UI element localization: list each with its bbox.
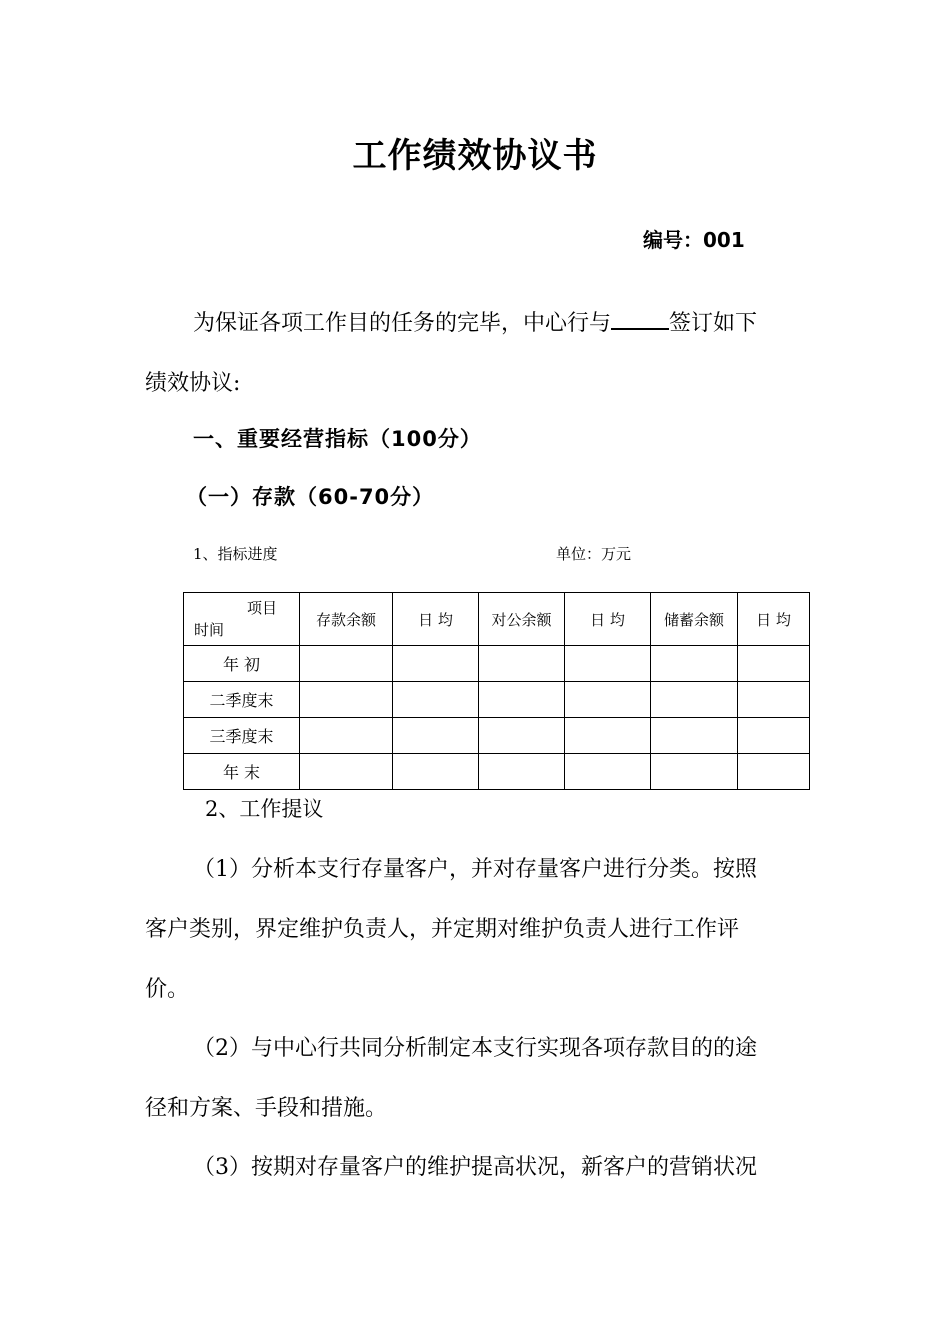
paragraph-2-line-1: （2）与中心行共同分析制定本支行实现各项存款目的的途 <box>193 1036 757 1061</box>
table-row <box>184 754 810 790</box>
table-cell[interactable] <box>393 682 479 718</box>
table-cell[interactable] <box>651 718 738 754</box>
paragraph-2-line-2: 径和方案、手段和措施。 <box>145 1096 388 1121</box>
table-cell[interactable] <box>738 718 810 754</box>
column-header: 储蓄余额 <box>651 593 738 646</box>
table-cell[interactable] <box>300 682 393 718</box>
column-header: 对公余额 <box>479 593 565 646</box>
table-cell[interactable] <box>300 646 393 682</box>
table-cell[interactable] <box>651 682 738 718</box>
table-cell[interactable] <box>738 646 810 682</box>
table-corner-cell <box>184 593 300 646</box>
corner-label-time: 时间 <box>194 621 225 639</box>
table-cell[interactable] <box>651 646 738 682</box>
section-heading-1: 一、重要经营指标（100分） <box>193 427 482 451</box>
paragraph-1-line-3: 价。 <box>145 977 190 1002</box>
table-cell[interactable] <box>651 754 738 790</box>
paragraph-3-line-1: （3）按期对存量客户的维护提高状况，新客户的营销状况 <box>193 1155 757 1180</box>
table-cell[interactable] <box>565 646 651 682</box>
table-cell[interactable] <box>300 718 393 754</box>
column-header: 存款余额 <box>300 593 393 646</box>
paragraph-1-line-1: （1）分析本支行存量客户，并对存量客户进行分类。按照 <box>193 857 757 882</box>
table-cell[interactable] <box>393 646 479 682</box>
item-2-label: 2、工作提议 <box>205 797 324 821</box>
table-cell[interactable] <box>479 646 565 682</box>
table-cell[interactable] <box>565 754 651 790</box>
table-cell[interactable] <box>393 718 479 754</box>
table-row <box>184 646 810 682</box>
signatory-blank <box>611 308 669 330</box>
row-label: 年 末 <box>184 754 300 790</box>
table-cell[interactable] <box>565 682 651 718</box>
table-cell[interactable] <box>738 754 810 790</box>
row-label: 三季度末 <box>184 718 300 754</box>
corner-label-item: 项目 <box>246 599 277 617</box>
table-row <box>184 682 810 718</box>
document-title: 工作绩效协议书 <box>352 136 598 176</box>
item-1-label: 1、指标进度 <box>193 545 278 563</box>
column-header: 日 均 <box>565 593 651 646</box>
paragraph-1-line-2: 客户类别，界定维护负责人，并定期对维护负责人进行工作评 <box>145 917 740 942</box>
intro-line-2: 绩效协议: <box>145 371 241 396</box>
table-cell[interactable] <box>393 754 479 790</box>
intro-text-after: 签订如下 <box>669 311 758 336</box>
table-cell[interactable] <box>565 718 651 754</box>
intro-text-before: 为保证各项工作目的任务的完毕，中心行与 <box>193 311 612 336</box>
table-cell[interactable] <box>300 754 393 790</box>
subsection-heading-deposit: （一）存款（60-70分） <box>186 485 435 509</box>
progress-table <box>183 592 810 790</box>
column-header: 日 均 <box>738 593 810 646</box>
table-cell[interactable] <box>479 754 565 790</box>
unit-label: 单位：万元 <box>556 545 632 563</box>
row-label: 二季度末 <box>184 682 300 718</box>
table-header-row <box>184 593 810 646</box>
table-row <box>184 718 810 754</box>
intro-line-1 <box>193 306 757 337</box>
table-cell[interactable] <box>738 682 810 718</box>
document-number: 编号：001 <box>643 228 745 252</box>
table-cell[interactable] <box>479 718 565 754</box>
row-label: 年 初 <box>184 646 300 682</box>
column-header: 日 均 <box>393 593 479 646</box>
table-cell[interactable] <box>479 682 565 718</box>
